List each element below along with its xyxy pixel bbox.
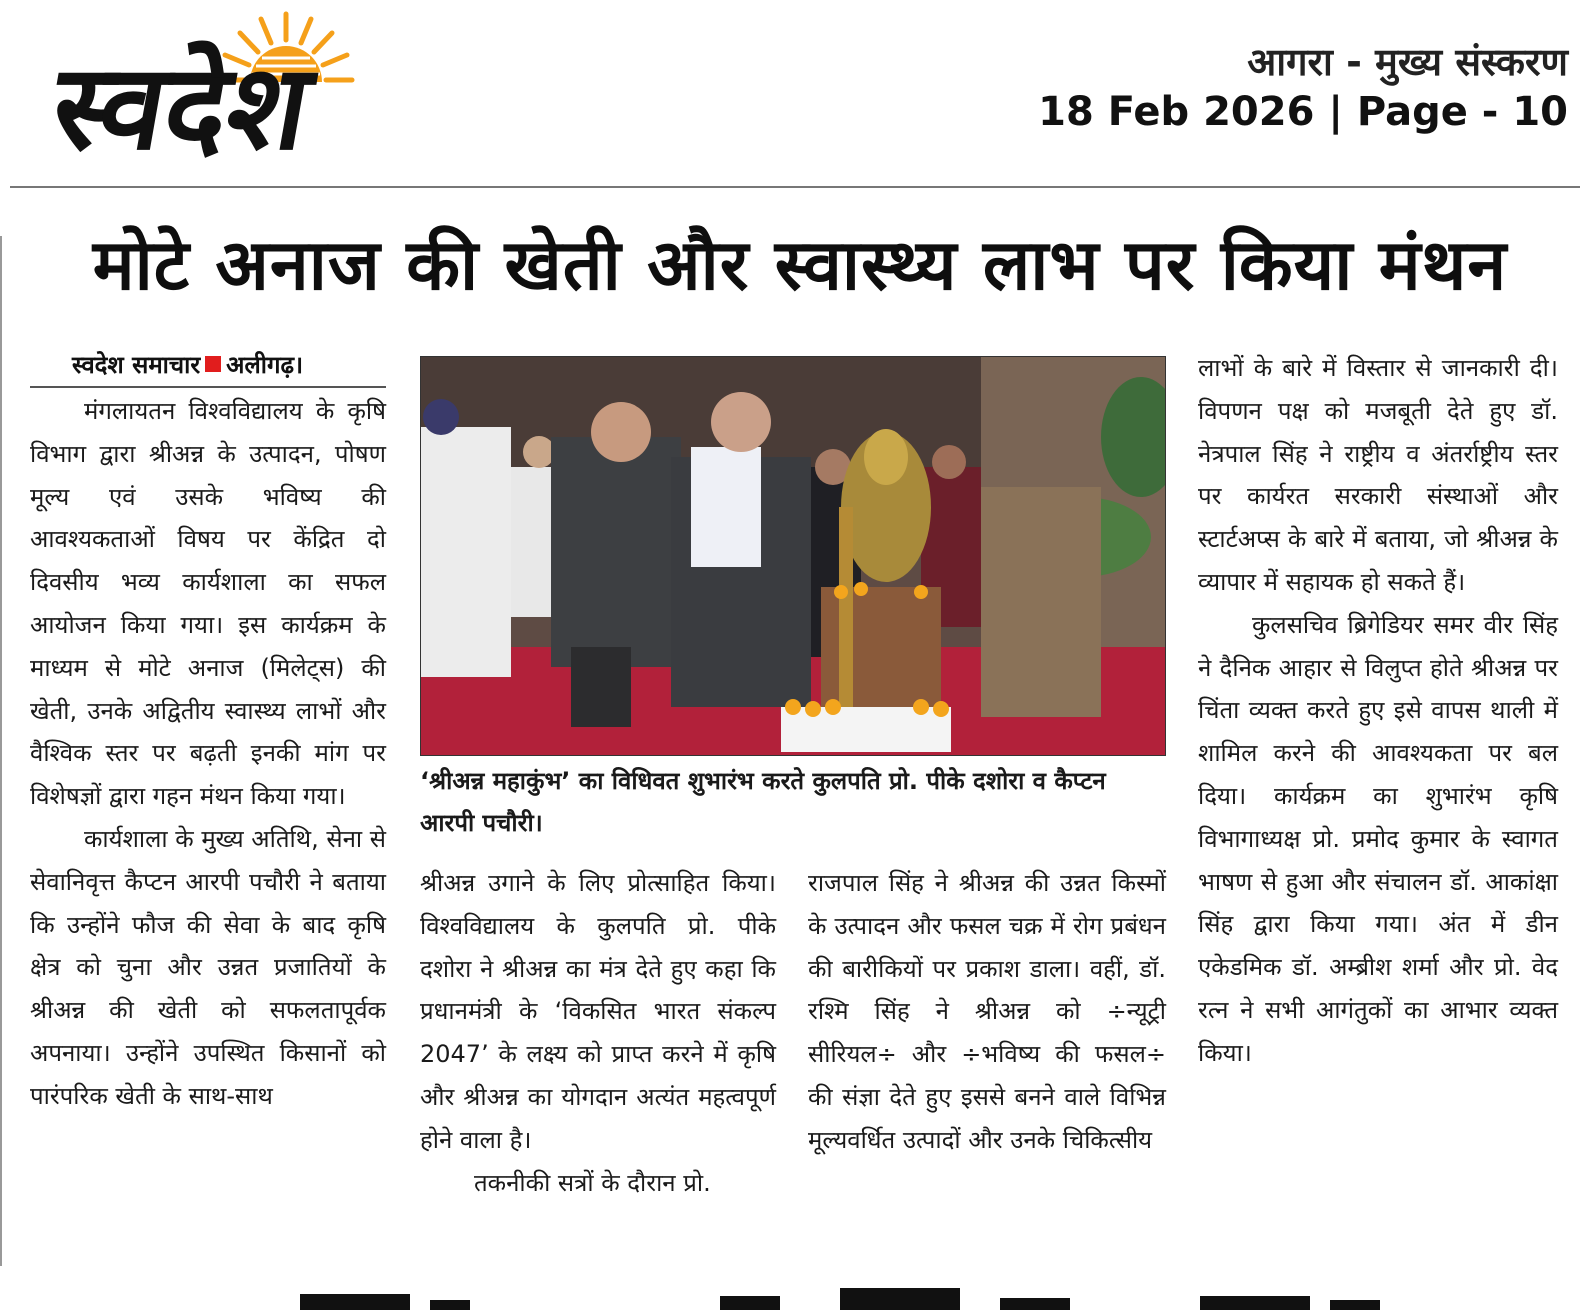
next-article-cropped-strip: [0, 1270, 1590, 1310]
column-2-paragraph: श्रीअन्न उगाने के लिए प्रोत्साहित किया। विश्वविद्यालय के कुलपति प्रो. पीके दशोरा ने श्रीअन्न का मंत्र देते हुए कहा कि प्रधानमंत्री के ‘विकसित भारत संकल्प 2047’ के लक्ष्य को प्राप्त करने में कृषि और श्रीअन्न का योगदान अत्यंत महत्वपूर्ण होने वाला है।: [420, 869, 776, 1154]
column-3-paragraph: राजपाल सिंह ने श्रीअन्न की उन्नत किस्मों के उत्पादन और फसल चक्र में रोग प्रबंधन की बारीकियों पर प्रकाश डाला। वहीं, डॉ. रश्मि सिंह ने श्रीअन्न को ÷न्यूट्री सीरियल÷ और ÷भविष्य की फसल÷ की संज्ञा देते हुए इससे बनने वाले विभिन्न मूल्यवर्धित उत्पादों और उनके चिकित्सीय: [808, 869, 1166, 1154]
edition-date: 18 Feb 2026 | Page - 10: [1038, 89, 1568, 135]
cropped-headline-shapes: [0, 1270, 1590, 1310]
dateline-marker-icon: [205, 356, 221, 372]
column-4-paragraph: लाभों के बारे में विस्तार से जानकारी दी। विपणन पक्ष को मजबूती देते हुए डॉ. नेत्रपाल सिंह ने राष्ट्रीय व अंतर्राष्ट्रीय स्तर पर कार्यरत सरकारी संस्थाओं और स्टार्टअप्स के बारे में बताया, जो श्रीअन्न के व्यापार में सहायक हो सकते हैं।: [1198, 354, 1558, 596]
column-2-paragraph: तकनीकी सत्रों के दौरान प्रो.: [474, 1168, 711, 1197]
article-photo: [420, 356, 1166, 756]
page-edge-line: [0, 236, 8, 1266]
edition-info: [1038, 38, 1568, 138]
column-1-paragraph: कार्यशाला के मुख्य अतिथि, सेना से सेवानिवृत्त कैप्टन आरपी पचौरी ने बताया कि उन्होंने फौज की सेवा के बाद कृषि क्षेत्र को चुना और उन्नत प्रजातियों के श्रीअन्न की खेती को सफलतापूर्वक अपनाया। उन्होंने उपस्थित किसानों को पारंपरिक खेती के साथ-साथ: [30, 824, 386, 1110]
column-1-paragraph: मंगलायतन विश्वविद्यालय के कृषि विभाग द्वारा श्रीअन्न के उत्पादन, पोषण मूल्य एवं उसके भविष्य की आवश्यकताओं विषय पर केंद्रित दो दिवसीय भव्य कार्यशाला का सफल आयोजन किया गया। इस कार्यक्रम के माध्यम से मोटे अनाज (मिलेट्स) की खेती, उनके अद्वितीय स्वास्थ्य लाभों और वैश्विक स्तर पर बढ़ती इनकी मांग पर विशेषज्ञों द्वारा गहन मंथन किया गया।: [30, 397, 386, 811]
newspaper-logo: [38, 8, 508, 183]
logo-text: स्वदेश: [42, 39, 321, 177]
article-column-2: [420, 862, 776, 1204]
dateline-underline: [30, 386, 386, 388]
lamp-lighting-photo: [421, 357, 1165, 755]
edition-name: आगरा - मुख्य संस्करण: [1247, 40, 1568, 84]
article-column-3: [808, 862, 1166, 1162]
article-column-1: [30, 390, 386, 1118]
dateline-place: अलीगढ़।: [226, 351, 304, 379]
photo-caption: ‘श्रीअन्न महाकुंभ’ का विधिवत शुभारंभ करते कुलपति प्रो. पीके दशोरा व कैप्टन आरपी पचौरी।: [420, 767, 1106, 837]
article-headline: मोटे अनाज की खेती और स्वास्थ्य लाभ पर किया मंथन: [92, 224, 1508, 306]
masthead-divider: [10, 186, 1580, 188]
column-4-paragraph: कुलसचिव ब्रिगेडियर समर वीर सिंह ने दैनिक आहार से विलुप्त होते श्रीअन्न पर चिंता व्यक्त करते हुए इसे वापस थाली में शामिल करने की आवश्यकता पर बल दिया। कार्यक्रम का शुभारंभ कृषि विभागाध्यक्ष प्रो. प्रमोद कुमार के स्वागत भाषण से हुआ और संचालन डॉ. आकांक्षा सिंह द्वारा किया गया। अंत में डीन एकेडमिक डॉ. अम्ब्रीश शर्मा और प्रो. वेद रत्न ने सभी आगंतुकों का आभार व्यक्त किया।: [1198, 610, 1558, 1067]
logo-sun-icon: [38, 8, 508, 183]
article-dateline: [72, 348, 303, 381]
article-column-4: [1198, 347, 1558, 1075]
dateline-source: स्वदेश समाचार: [72, 351, 201, 379]
